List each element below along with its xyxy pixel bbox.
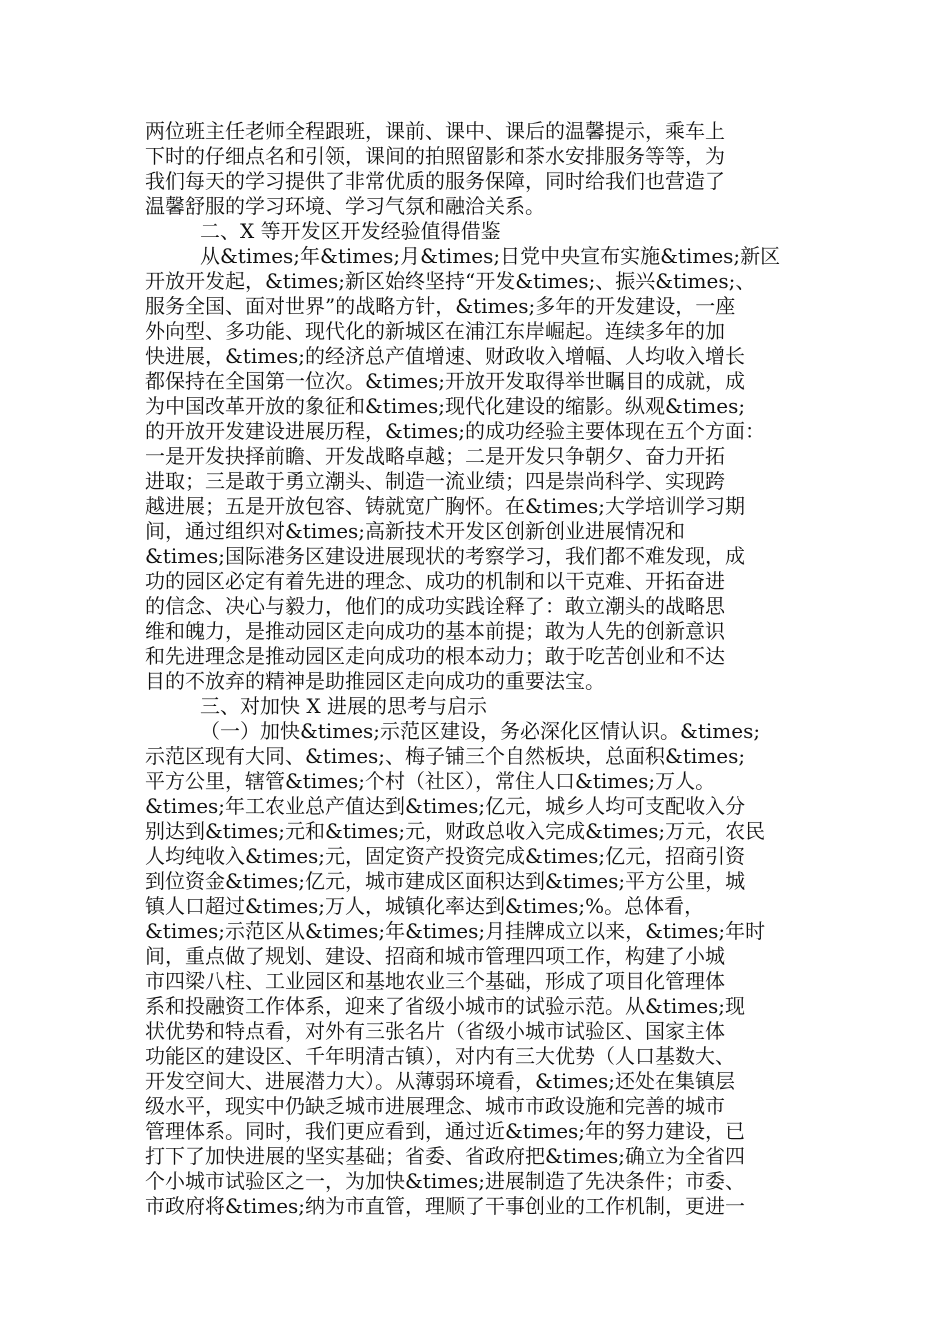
text-line: 个小城市试验区之一，为加快&times;进展制造了先决条件；市委、	[145, 1169, 746, 1193]
text-line: 管理体系。同时，我们更应看到，通过近&times;年的努力建设，已	[145, 1119, 746, 1143]
text-line: 的信念、决心与毅力，他们的成功实践诠释了：敢立潮头的战略思	[145, 594, 725, 618]
text-line: 外向型、多功能、现代化的新城区在浦江东岸崛起。连续多年的加	[145, 319, 725, 343]
paragraph-start-line: 三、对加快 X 进展的思考与启示	[200, 694, 487, 718]
paragraph-start-line: 从&times;年&times;月&times;日党中央宣布实施&times;新区	[200, 244, 781, 268]
paragraph-start-line: 二、X 等开发区开发经验值得借鉴	[200, 219, 501, 243]
text-line: 服务全国、面对世界”的战略方针，&times;多年的开发建设，一座	[145, 294, 736, 318]
text-line: 快进展，&times;的经济总产值增速、财政收入增幅、人均收入增长	[145, 344, 746, 368]
text-line: 开发空间大、进展潜力大）。从薄弱环境看，&times;还处在集镇层	[145, 1069, 736, 1093]
text-line: 别达到&times;元和&times;元，财政总收入完成&times;万元，农民	[145, 819, 766, 843]
text-line: 我们每天的学习提供了非常优质的服务保障，同时给我们也营造了	[145, 169, 725, 193]
text-line: 到位资金&times;亿元，城市建成区面积达到&times;平方公里，城	[145, 869, 746, 893]
text-line: 功的园区必定有着先进的理念、成功的机制和以干克难、开拓奋进	[145, 569, 725, 593]
text-line: 目的不放弃的精神是助推园区走向成功的重要法宝。	[145, 669, 605, 693]
document-body	[145, 119, 807, 1219]
text-line: 和先进理念是推动园区走向成功的根本动力；敢于吃苦创业和不达	[145, 644, 725, 668]
text-line: 的开放开发建设进展历程，&times;的成功经验主要体现在五个方面：	[145, 419, 766, 443]
text-line: 越进展；五是开放包容、铸就宽广胸怀。在&times;大学培训学习期	[145, 494, 746, 518]
text-line: 状优势和特点看，对外有三张名片（省级小城市试验区、国家主体	[145, 1019, 725, 1043]
text-line: 功能区的建设区、千年明清古镇），对内有三大优势（人口基数大、	[145, 1044, 735, 1068]
text-line: 间，通过组织对&times;高新技术开发区创新创业进展情况和	[145, 519, 686, 543]
text-line: 下时的仔细点名和引领，课间的拍照留影和茶水安排服务等等，为	[145, 144, 725, 168]
text-line: 平方公里，辖管&times;个村（社区），常住人口&times;万人。	[145, 769, 716, 793]
text-line: 人均纯收入&times;元，固定资产投资完成&times;亿元，招商引资	[145, 844, 746, 868]
text-line: 级水平，现实中仍缺乏城市进展理念、城市市政设施和完善的城市	[145, 1094, 725, 1118]
text-line: 镇人口超过&times;万人，城镇化率达到&times;%。总体看，	[145, 894, 705, 918]
text-line: 市政府将&times;纳为市直管，理顺了干事创业的工作机制，更进一	[145, 1194, 746, 1218]
text-line: 维和魄力，是推动园区走向成功的基本前提；敢为人先的创新意识	[145, 619, 725, 643]
text-line: &times;年工农业总产值达到&times;亿元，城乡人均可支配收入分	[145, 794, 746, 818]
text-line: 间，重点做了规划、建设、招商和城市管理四项工作，构建了小城	[145, 944, 725, 968]
text-line: 打下了加快进展的坚实基础；省委、省政府把&times;确立为全省四	[145, 1144, 746, 1168]
text-line: 为中国改革开放的象征和&times;现代化建设的缩影。纵观&times;	[145, 394, 746, 418]
text-line: 两位班主任老师全程跟班，课前、课中、课后的温馨提示，乘车上	[145, 119, 725, 143]
paragraph-start-line: （一）加快&times;示范区建设，务必深化区情认识。&times;	[200, 719, 761, 743]
text-line: 示范区现有大同、&times;、梅子铺三个自然板块，总面积&times;	[145, 744, 746, 768]
text-line: 都保持在全国第一位次。&times;开放开发取得举世瞩目的成就，成	[145, 369, 746, 393]
text-line: 市四梁八柱、工业园区和基地农业三个基础，形成了项目化管理体	[145, 969, 725, 993]
text-line: 进取；三是敢于勇立潮头、制造一流业绩；四是崇尚科学、实现跨	[145, 469, 725, 493]
text-line: 开放开发起，&times;新区始终坚持“开发&times;、振兴&times;、	[145, 269, 756, 293]
text-line: 系和投融资工作体系，迎来了省级小城市的试验示范。从&times;现	[145, 994, 746, 1018]
text-line: 温馨舒服的学习环境、学习气氛和融洽关系。	[145, 194, 545, 218]
text-line: &times;国际港务区建设进展现状的考察学习，我们都不难发现，成	[145, 544, 746, 568]
text-line: &times;示范区从&times;年&times;月挂牌成立以来，&times;年时	[145, 919, 766, 943]
text-line: 一是开发抉择前瞻、开发战略卓越；二是开发只争朝夕、奋力开拓	[145, 444, 725, 468]
